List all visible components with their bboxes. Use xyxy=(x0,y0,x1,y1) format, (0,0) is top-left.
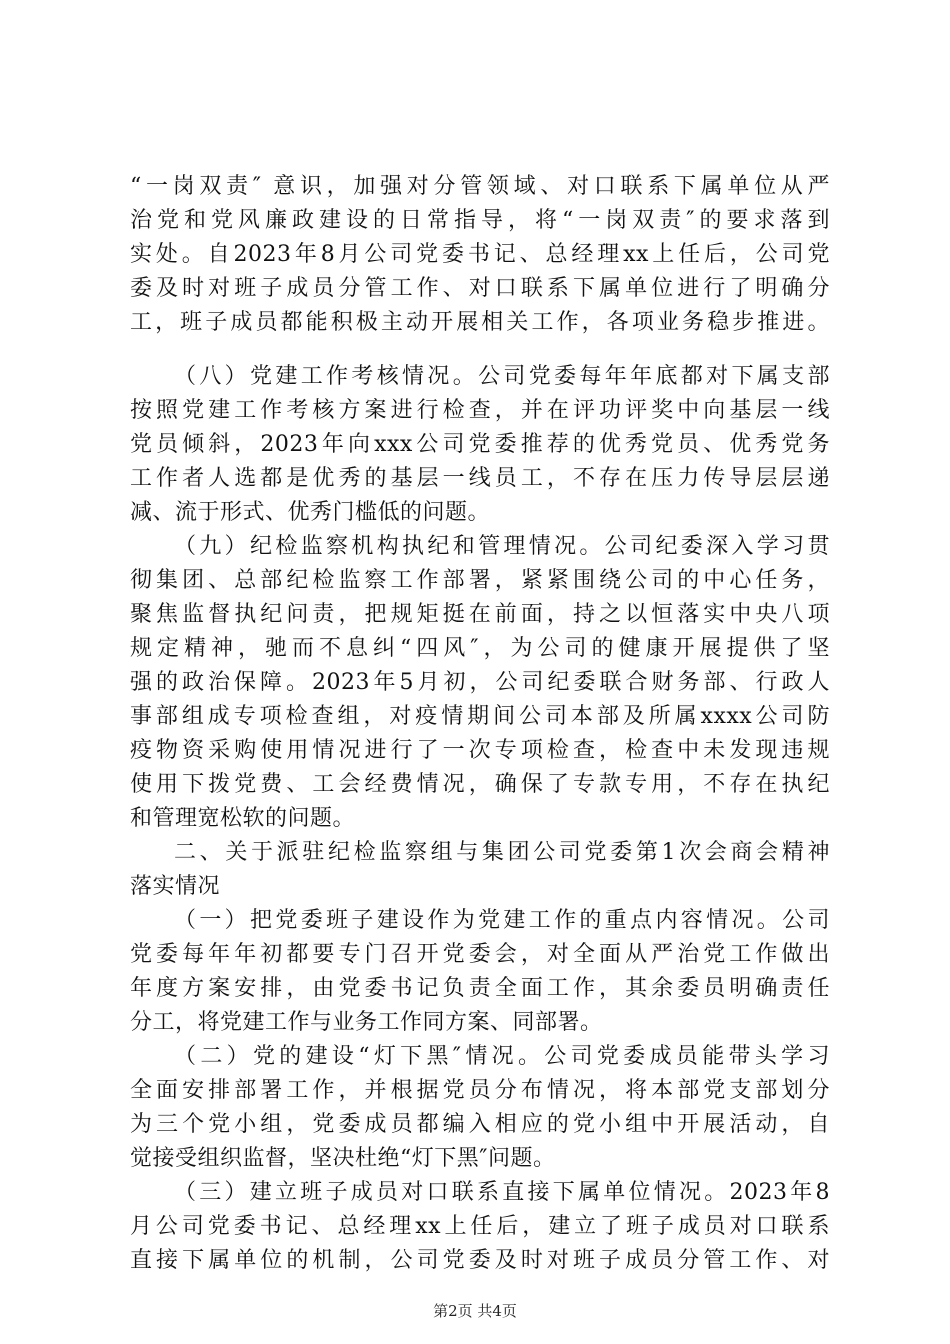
text-line: （九）纪检监察机构执纪和管理情况。公司纪委深入学习贯 xyxy=(174,534,830,559)
page-number-footer: 第2页 共4页 xyxy=(433,1302,517,1320)
text-line: 事部组成专项检查组，对疫情期间公司本部及所属xxxx公司防 xyxy=(130,704,830,729)
text-line: 实处。自2023年8月公司党委书记、总经理xx上任后，公司党 xyxy=(130,242,830,267)
text-line: 强的政治保障。2023年5月初，公司纪委联合财务部、行政人 xyxy=(130,670,830,695)
text-line: 聚焦监督执纪问责，把规矩挺在前面，持之以恒落实中央八项 xyxy=(130,602,830,627)
text-line: 为三个党小组，党委成员都编入相应的党小组中开展活动，自 xyxy=(130,1112,830,1137)
text-line: 工，班子成员都能积极主动开展相关工作，各项业务稳步推进。 xyxy=(130,310,830,335)
text-line: 委及时对班子成员分管工作、对口联系下属单位进行了明确分 xyxy=(130,276,830,301)
text-line: 按照党建工作考核方案进行检查，并在评功评奖中向基层一线 xyxy=(130,398,830,423)
text-line: 和管理宽松软的问题。 xyxy=(130,806,356,831)
text-line: 党员倾斜，2023年向xxx公司党委推荐的优秀党员、优秀党务 xyxy=(130,432,830,457)
text-line: 规定精神，驰而不息纠“四风″，为公司的健康开展提供了坚 xyxy=(130,636,830,661)
text-line: 年度方案安排，由党委书记负责全面工作，其余委员明确责任 xyxy=(130,976,830,1001)
text-line: （八）党建工作考核情况。公司党委每年年底都对下属支部 xyxy=(174,364,830,389)
text-line: （一）把党委班子建设作为党建工作的重点内容情况。公司 xyxy=(174,908,830,933)
text-line: 月公司党委书记、总经理xx上任后，建立了班子成员对口联系 xyxy=(130,1214,830,1239)
text-line: 全面安排部署工作，并根据党员分布情况，将本部党支部划分 xyxy=(130,1078,830,1103)
text-line: 直接下属单位的机制，公司党委及时对班子成员分管工作、对 xyxy=(130,1248,830,1273)
text-line: 疫物资采购使用情况进行了一次专项检查，检查中未发现违规 xyxy=(130,738,830,763)
section-heading: 二、关于派驻纪检监察组与集团公司党委第1次会商会精神 xyxy=(174,840,830,865)
text-line: 减、流于形式、优秀门槛低的问题。 xyxy=(130,500,491,525)
text-line: 彻集团、总部纪检监察工作部署，紧紧围绕公司的中心任务， xyxy=(130,568,830,593)
text-line: 党委每年年初都要专门召开党委会，对全面从严治党工作做出 xyxy=(130,942,830,967)
text-line: 工作者人选都是优秀的基层一线员工，不存在压力传导层层递 xyxy=(130,466,830,491)
text-line: （三）建立班子成员对口联系直接下属单位情况。2023年8 xyxy=(174,1180,830,1205)
text-line: 治党和党风廉政建设的日常指导，将“一岗双责″的要求落到 xyxy=(130,208,830,233)
section-heading: 落实情况 xyxy=(130,874,221,899)
text-line: 使用下拨党费、工会经费情况，确保了专款专用，不存在执纪 xyxy=(130,772,830,797)
text-line: （二）党的建设“灯下黑″情况。公司党委成员能带头学习 xyxy=(174,1044,830,1069)
text-line: “一岗双责″ 意识，加强对分管领域、对口联系下属单位从严 xyxy=(130,174,830,199)
text-line: 分工，将党建工作与业务工作同方案、同部署。 xyxy=(130,1010,603,1035)
text-line: 觉接受组织监督，坚决杜绝“灯下黑″问题。 xyxy=(130,1146,556,1171)
